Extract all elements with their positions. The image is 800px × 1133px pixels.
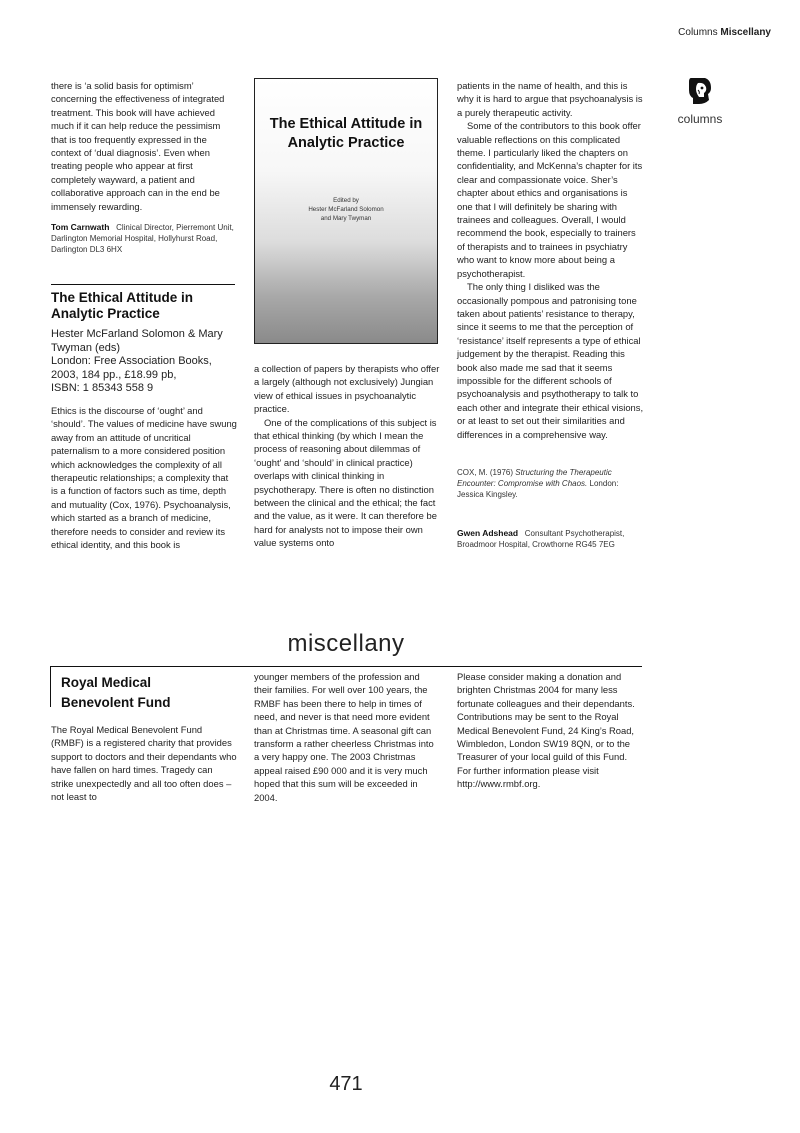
paragraph: The Royal Medical Benevolent Fund (RMBF) is a registered charity that provides support to doctors and their dependants who have fallen on hard times. Tragedy can strike unexpectedly and all too often does – not least to bbox=[51, 724, 237, 803]
reviewer-signature bbox=[51, 222, 237, 255]
paragraph: patients in the name of health, and this is why it is hard to argue that psychoanalysis is a purely therapeutic activity. bbox=[457, 80, 643, 118]
section-divider bbox=[51, 284, 235, 285]
review-column-1 bbox=[51, 404, 237, 551]
running-head-title: Miscellany bbox=[720, 27, 771, 38]
paragraph: there is ‘a solid basis for optimism’ concerning the effectiveness of integrated treatment. This book will have achieved much if it can help reduce the pessimism that is too frequently expressed in the context of ‘dual diagnosis’. Even when treating people who appear at first completely wayward, a patient and collaborative approach can in the end be immensely rewarding. bbox=[51, 80, 225, 212]
reviewer-affiliation: Clinical Director, Pierremont Unit, Darlington Memorial Hospital, Hollyhurst Road, Darlington DL3 6HX bbox=[51, 223, 234, 254]
reference bbox=[457, 467, 645, 500]
paragraph: The only thing I disliked was the occasionally pompous and patronising tone taken about patients’ resistance to therapy, since it seems to me that the perception of ‘resistance’ itself represents a type of ethical judgement by the therapist. Reading this book also made me sad that it seems impossible for the different schools of psychoanalysis and psythotherapy to talk to each other and integrate their ethical visions, or at least to set out their similarities and differences in a comprehensive way. bbox=[457, 281, 644, 440]
cover-editor-2: and Mary Twyman bbox=[320, 215, 372, 222]
running-head-section: Columns bbox=[678, 27, 718, 38]
paragraph: Some of the contributors to this book offer valuable reflections on this complicated theme. I particularly liked the chapters on confidentiality, and McKenna’s chapter for its clear and compassionate voice. Sher’s chapter about ethics and organisations is one that I will definitely be sharing with trainees and colleagues. Overall, I would recommend the book, especially to trainers of therapists and to trainees in psychiatry who want to know more about being a psychotherapist. bbox=[457, 120, 643, 279]
book-details bbox=[51, 328, 237, 396]
columns-label: columns bbox=[677, 112, 723, 126]
paragraph: Ethics is the discourse of ‘ought’ and ‘should’. The values of medicine have swung away from an attitude of uncritical paternalism to a more considered position which acknowledges the complexity of all therapeutic relationships; a complexity that is a function of factors such as time, depth and mutuality (Cox, 1976). Psychoanalysis, which started as a branch of medicine, therefore needs to consider and review its ethical identity, and this book is bbox=[51, 405, 237, 551]
reviewer-name: Tom Carnwath bbox=[51, 222, 110, 232]
cover-edited-by: Edited by bbox=[333, 197, 359, 204]
book-editors: Hester McFarland Solomon & Mary Twyman (eds) bbox=[51, 328, 223, 354]
head-profile-icon bbox=[676, 76, 724, 111]
previous-review-ending bbox=[51, 79, 237, 213]
miscellany-heading: miscellany bbox=[287, 630, 405, 657]
miscellany-column-3 bbox=[457, 670, 643, 791]
book-isbn: ISBN: 1 85343 558 9 bbox=[51, 382, 154, 394]
cover-editor-1: Hester McFarland Solomon bbox=[308, 206, 384, 213]
cover-title: The Ethical Attitude in Analytic Practice bbox=[269, 116, 423, 151]
page-number: 471 bbox=[329, 1073, 363, 1095]
title-box-edge bbox=[50, 667, 51, 707]
reference-title: Structuring the Therapeutic Encounter: Compromise with Chaos. bbox=[457, 468, 612, 488]
book-title: The Ethical Attitude in Analytic Practice bbox=[51, 290, 194, 321]
reference-publisher: London: Jessica Kingsley. bbox=[457, 479, 619, 499]
miscellany-column-2 bbox=[254, 670, 440, 804]
reviewer-affiliation: Consultant Psychotherapist, Broadmoor Hospital, Crowthorne RG45 7EG bbox=[457, 529, 625, 549]
miscellany-column-1 bbox=[51, 723, 237, 803]
book-cover-image bbox=[254, 78, 438, 344]
reviewer-name: Gwen Adshead bbox=[457, 528, 519, 538]
miscellany-rule bbox=[50, 666, 642, 667]
reviewer-signature bbox=[457, 528, 645, 550]
paragraph: a collection of papers by therapists who offer a largely (although not exclusively) Jungian view of ethical issues in psychoanalytic practice. bbox=[254, 363, 440, 415]
paragraph: younger members of the profession and their families. For well over 100 years, the RMBF has been there to help in times of need, and never is that need more evident than at Christmas time. A seasonal gift can transform a rather cheerless Christmas into a very happy one. The 2003 Christmas appeal raised £90 000 and it is very much hoped that this sum will be exceeded in 2004. bbox=[254, 671, 434, 803]
paragraph: One of the complications of this subject is that ethical thinking (by which I mean the process of reasoning about dilemmas of ‘ought’ and ‘should’ in clinical practice) overlaps with clinical thinking in psychotherapy. There is often no distinction between the clinical and the ethical; the fact and the value, as it were. It can therefore be hard for analysts not to impose their own value systems onto bbox=[254, 416, 437, 549]
cover-editors bbox=[255, 196, 437, 223]
book-publisher: London: Free Association Books, bbox=[51, 355, 212, 367]
paragraph: Please consider making a donation and brighten Christmas 2004 for many less fortunate colleagues and their dependants. Contributions may be sent to the Royal Medical Benevolent Fund, 24 King’s Road, Wimbledon, London SW19 8QN, or to the Treasurer of your local guild of this Fund. For further information please visit http://www.rmbf.org. bbox=[457, 671, 635, 790]
reference-author: COX, M. (1976) bbox=[457, 468, 514, 477]
running-head bbox=[678, 27, 771, 38]
review-column-2 bbox=[254, 362, 440, 550]
rmbf-title: Royal Medical Benevolent Fund bbox=[61, 675, 171, 710]
book-pages-price: 2003, 184 pp., £18.99 pb, bbox=[51, 368, 177, 381]
review-column-3 bbox=[457, 79, 645, 441]
